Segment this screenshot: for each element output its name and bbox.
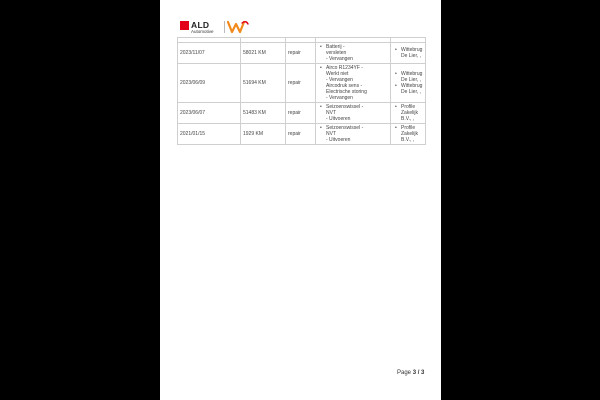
logo-divider [224,21,225,33]
dealer-list [393,47,423,59]
work-list [318,65,388,101]
page-separator: / [417,370,420,376]
current-page: 3 [412,370,417,376]
work-list [318,104,388,122]
work-list-item [326,65,388,101]
date-cell: 2023/06/07 [178,103,241,124]
work-list-item [326,125,388,143]
dealer-list-item [401,104,423,122]
dealer-list-item [401,47,423,59]
work-list [318,44,388,62]
table-row [178,103,426,124]
work-line: - Vervangen [326,95,353,101]
work-list-item [326,104,388,122]
dealer-line: De Lier, , [401,89,422,95]
dealer-cell [391,103,426,124]
date-cell: 2023/11/07 [178,43,241,64]
date-cell: 2023/06/09 [178,64,241,103]
work-line: Electrische storing [326,89,367,95]
dealer-list-item [401,71,423,83]
dealer-line: • Wittebrug [401,47,423,53]
type-cell: repair [286,103,316,124]
page-label: Page [397,370,412,376]
dealer-list [393,71,423,95]
document-page [160,0,441,400]
work-line: NVT [326,110,336,116]
work-line: - Vervangen [326,77,353,83]
dealer-line: • Wittebrug [401,71,423,77]
dealer-cell [391,64,426,103]
work-cell [316,64,391,103]
ald-red-square-icon [180,21,189,30]
total-pages: 3 [421,370,425,376]
work-line: - Uitvoeren [326,116,351,122]
dealer-line: B.V., , [401,116,415,122]
dealer-line: De Lier, , [401,77,422,83]
work-list [318,125,388,143]
work-line: versleten [326,50,347,56]
work-line: NVT [326,131,336,137]
dealer-line: Zakelijk [401,131,418,137]
mileage-cell: 58021 KM [241,43,286,64]
work-list-item [326,44,388,62]
dealer-line: • Profile [401,104,416,110]
dealer-list-item [401,83,423,95]
work-line: • Seizoenswissel - [326,125,364,131]
work-line: Werkt niet [326,71,349,77]
work-line: - Vervangen [326,56,353,62]
leaseplan-logo-icon [227,20,249,34]
work-line: - Uitvoeren [326,137,351,143]
dealer-line: B.V., , [401,137,415,143]
mileage-cell: 1929 KM [241,124,286,145]
page-indicator [397,370,424,376]
mileage-cell: 51483 KM [241,103,286,124]
type-cell: repair [286,124,316,145]
work-line: • Batterij - [326,44,345,50]
type-cell: repair [286,43,316,64]
dealer-line: Zakelijk [401,110,418,116]
dealer-cell [391,43,426,64]
dealer-list [393,125,423,143]
logo-brand: ALD [191,20,210,30]
logo-subtitle: Automotive [191,29,214,34]
table-row [178,43,426,64]
dealer-cell [391,124,426,145]
work-cell [316,43,391,64]
dealer-list-item [401,125,423,143]
work-line: Aircodruk sens - [326,83,363,89]
date-cell: 2021/01/15 [178,124,241,145]
work-line: • Seizoenswissel - [326,104,364,110]
maintenance-history-table [177,37,426,145]
table-row [178,64,426,103]
dealer-list [393,104,423,122]
table-row [178,124,426,145]
type-cell: repair [286,64,316,103]
work-line: • Airco R1234YF - [326,65,363,71]
work-cell [316,124,391,145]
dealer-line: De Lier, , [401,53,422,59]
mileage-cell: 51694 KM [241,64,286,103]
work-cell [316,103,391,124]
dealer-line: • Profile [401,125,416,131]
dealer-line: • Wittebrug [401,83,423,89]
